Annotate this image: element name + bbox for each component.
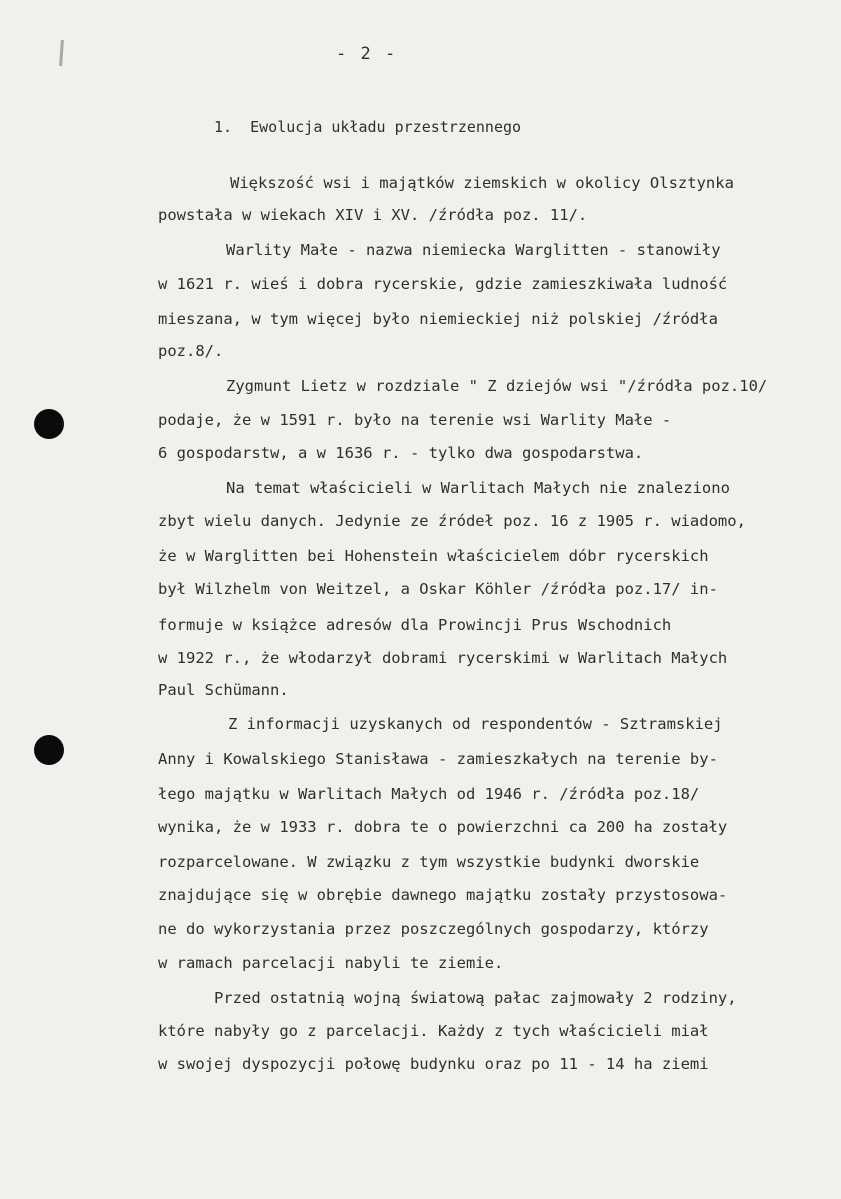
text-line: że w Warglitten bei Hohenstein właścicielem dóbr rycerskich bbox=[158, 547, 709, 565]
text-line: Zygmunt Lietz w rozdziale " Z dziejów wsi "/źródła poz.10/ bbox=[226, 377, 768, 395]
text-line: mieszana, w tym więcej było niemieckiej niż polskiej /źródła bbox=[158, 310, 718, 328]
text-line: powstała w wiekach XIV i XV. /źródła poz. 11/. bbox=[158, 206, 588, 224]
text-line: Przed ostatnią wojną światową pałac zajmowały 2 rodziny, bbox=[214, 989, 737, 1007]
text-line: wynika, że w 1933 r. dobra te o powierzchni ca 200 ha zostały bbox=[158, 818, 728, 836]
punch-hole bbox=[34, 409, 64, 439]
text-line: Warlity Małe - nazwa niemiecka Warglitten - stanowiły bbox=[226, 241, 721, 259]
text-line: Paul Schümann. bbox=[158, 681, 289, 699]
text-line: w ramach parcelacji nabyli te ziemie. bbox=[158, 954, 504, 972]
text-line: w swojej dyspozycji połowę budynku oraz po 11 - 14 ha ziemi bbox=[158, 1055, 709, 1073]
page-number: - 2 - bbox=[336, 44, 398, 64]
text-line: znajdujące się w obrębie dawnego majątku zostały przystosowa- bbox=[158, 886, 728, 904]
text-line: w 1922 r., że włodarzył dobrami rycerskimi w Warlitach Małych bbox=[158, 649, 728, 667]
text-line: łego majątku w Warlitach Małych od 1946 r. /źródła poz.18/ bbox=[158, 785, 700, 803]
text-line: w 1621 r. wieś i dobra rycerskie, gdzie zamieszkiwała ludność bbox=[158, 275, 728, 293]
text-line: Na temat właścicieli w Warlitach Małych nie znaleziono bbox=[226, 479, 730, 497]
text-line: rozparcelowane. W związku z tym wszystkie budynki dworskie bbox=[158, 853, 700, 871]
text-line: podaje, że w 1591 r. było na terenie wsi Warlity Małe - bbox=[158, 411, 672, 429]
text-line: był Wilzhelm von Weitzel, a Oskar Köhler /źródła poz.17/ in- bbox=[158, 580, 718, 598]
text-line: zbyt wielu danych. Jedynie ze źródeł poz. 16 z 1905 r. wiadomo, bbox=[158, 512, 746, 530]
text-line: Anny i Kowalskiego Stanisława - zamieszkałych na terenie by- bbox=[158, 750, 718, 768]
text-line: które nabyły go z parcelacji. Każdy z tych właścicieli miał bbox=[158, 1022, 709, 1040]
punch-hole bbox=[34, 735, 64, 765]
text-line: 6 gospodarstw, a w 1636 r. - tylko dwa gospodarstwa. bbox=[158, 444, 644, 462]
text-line: ne do wykorzystania przez poszczególnych gospodarzy, którzy bbox=[158, 920, 709, 938]
pencil-mark bbox=[59, 40, 64, 66]
text-line: Z informacji uzyskanych od respondentów - Sztramskiej bbox=[228, 715, 723, 733]
text-line: poz.8/. bbox=[158, 342, 224, 360]
text-line: formuje w książce adresów dla Prowincji Prus Wschodnich bbox=[158, 616, 672, 634]
text-line: Większość wsi i majątków ziemskich w okolicy Olsztynka bbox=[230, 174, 734, 192]
section-heading: 1. Ewolucja układu przestrzennego bbox=[214, 118, 522, 136]
